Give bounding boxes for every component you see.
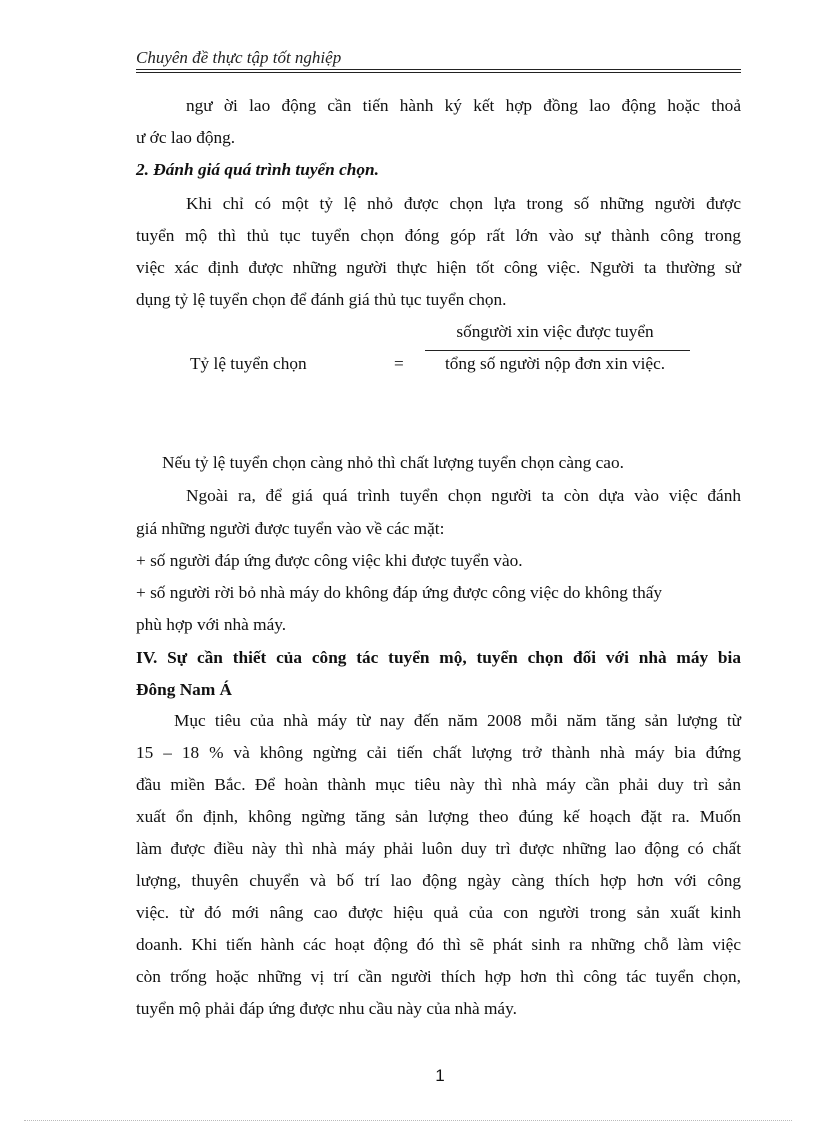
header-rule-double [136,72,741,73]
paragraph-line: việc xác định được những người thực hiện tốt công việc. Người ta thường sử [136,258,741,277]
section-heading: 2. Đánh giá quá trình tuyển chọn. [136,160,379,179]
paragraph-line: tuyển mộ phải đáp ứng được nhu cầu này của nhà máy. [136,999,517,1018]
page-number: 1 [435,1066,445,1085]
paragraph-line: Ngoài ra, để giá quá trình tuyển chọn người ta còn dựa vào việc đánh [186,486,741,505]
paragraph-line: Mục tiêu của nhà máy từ nay đến năm 2008 mỗi năm tăng sản lượng từ [174,711,741,730]
paragraph-line: đầu miền Bắc. Để hoàn thành mục tiêu này thì nhà máy cần phải duy trì sản [136,775,741,794]
paragraph-line: lượng, thuyên chuyển và bố trí lao động ngày càng thích hợp hơn với công [136,871,741,890]
paragraph-line: xuất ổn định, không ngừng tăng sản lượng theo đúng kế hoạch đặt ra. Muốn [136,807,741,826]
paragraph-line: 15 – 18 % và không ngừng cải tiến chất lượng trở thành nhà máy bia đứng [136,743,741,762]
paragraph-line: giá những người được tuyển vào về các mặt: [136,519,445,538]
header-rule [136,69,741,70]
running-header: Chuyên đề thực tập tốt nghiệp [136,48,342,67]
list-item: + số người đáp ứng được công việc khi được tuyển vào. [136,551,523,570]
paragraph-line: còn trống hoặc những vị trí cần người thích hợp hơn thì công tác tuyển chọn, [136,967,741,986]
paragraph-line: việc. từ đó mới nâng cao được hiệu quả của con người trong sản xuất kinh [136,903,741,922]
paragraph-line: làm được điều này thì nhà máy phải luôn duy trì được những lao động có chất [136,839,741,858]
paragraph-line: dụng tỷ lệ tuyển chọn để đánh giá thủ tục tuyển chọn. [136,290,507,309]
formula-denominator: tổng số người nộp đơn xin việc. [444,354,666,373]
paragraph-line: ngư ời lao động cần tiến hành ký kết hợp đồng lao động hoặc thoả [186,96,741,115]
section-heading: IV. Sự cần thiết của công tác tuyển mộ, tuyển chọn đối với nhà máy bia [136,648,741,667]
paragraph-line: tuyển mộ thì thủ tục tuyển chọn đóng góp rất lớn vào sự thành công trong [136,226,741,245]
paragraph-line: ư ớc lao động. [136,128,236,147]
footer-divider [24,1120,792,1121]
formula-equals: = [394,354,404,373]
section-heading: Đông Nam Á [136,680,233,699]
paragraph-line: doanh. Khi tiến hành các hoạt động đó thì sẽ phát sinh ra những chỗ làm việc [136,935,741,954]
paragraph-line: phù hợp với nhà máy. [136,615,287,634]
fraction-bar [425,350,690,351]
paragraph-line: Nếu tỷ lệ tuyển chọn càng nhỏ thì chất lượng tuyển chọn càng cao. [162,453,624,472]
formula-label: Tỷ lệ tuyển chọn [190,354,307,373]
list-item: + số người rời bỏ nhà máy do không đáp ứng được công việc do không thấy [136,583,663,602]
formula-numerator: sốngười xin việc được tuyển [456,322,654,341]
paragraph-line: Khi chỉ có một tỷ lệ nhỏ được chọn lựa trong số những người được [186,194,741,213]
